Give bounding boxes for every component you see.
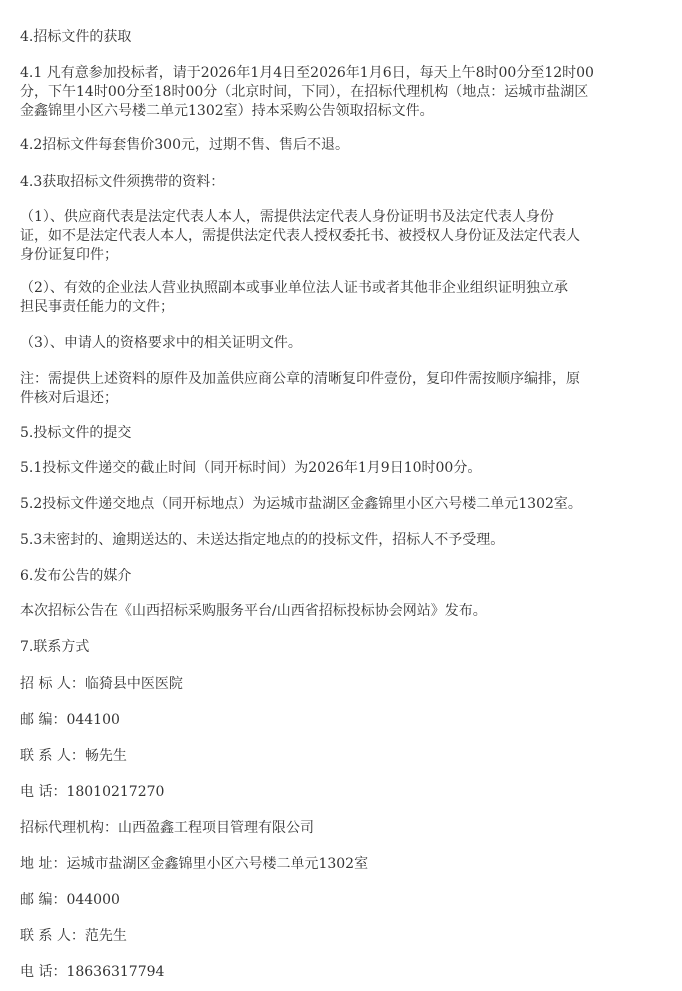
required-item-2-line-2: 担民事责任能力的文件； [20, 299, 174, 315]
contact-person-1: 联 系 人：畅先生 [20, 748, 127, 764]
required-item-1-line-1: （1）、供应商代表是法定代表人本人，需提供法定代表人身份证明书及法定代表人身份 [20, 209, 554, 225]
section-5-heading: 5.投标文件的提交 [20, 425, 132, 441]
clause-4-1-line-2: 分，下午14时00分至18时00分（北京时间，下同），在招标代理机构（地点：运城市盐湖区 [20, 84, 589, 100]
section-6-heading: 6.发布公告的媒介 [20, 568, 132, 584]
contact-postcode-1: 邮 编：044100 [20, 712, 120, 728]
clause-5-2: 5.2投标文件递交地点（同开标地点）为运城市盐湖区金鑫锦里小区六号楼二单元1302室。 [20, 496, 582, 512]
contact-phone-1: 电 话：18010217270 [20, 784, 165, 800]
clause-5-3: 5.3未密封的、逾期送达的、未送达指定地点的的投标文件，招标人不予受理。 [20, 532, 505, 548]
clause-4-1-line-3: 金鑫锦里小区六号楼二单元1302室）持本采购公告领取招标文件。 [20, 103, 434, 119]
required-item-3: （3）、申请人的资格要求中的相关证明文件。 [20, 335, 302, 351]
clause-4-2: 4.2招标文件每套售价300元，过期不售、售后不退。 [20, 137, 349, 153]
note [20, 370, 668, 408]
section-4-heading: 4.招标文件的获取 [20, 29, 132, 45]
clause-5-1: 5.1投标文件递交的截止时间（同开标时间）为2026年1月9日10时00分。 [20, 460, 482, 476]
section-7-heading: 7.联系方式 [20, 639, 90, 655]
required-item-1-line-2: 证，如不是法定代表人本人，需提供法定代表人授权委托书、被授权人身份证及法定代表人 [20, 228, 580, 244]
contact-tenderer: 招 标 人：临猗县中医医院 [20, 676, 183, 692]
media-statement: 本次招标公告在《山西招标采购服务平台/山西省招标投标协会网站》发布。 [20, 603, 487, 619]
required-item-1 [20, 208, 668, 265]
contact-phone-2: 电 话：18636317794 [20, 964, 165, 980]
note-line-1: 注：需提供上述资料的原件及加盖供应商公章的清晰复印件壹份，复印件需按顺序编排，原 [20, 371, 580, 387]
contact-address: 地 址：运城市盐湖区金鑫锦里小区六号楼二单元1302室 [20, 856, 369, 872]
contact-person-2: 联 系 人：范先生 [20, 928, 127, 944]
required-item-2-line-1: （2）、有效的企业法人营业执照副本或事业单位法人证书或者其他非企业组织证明独立承 [20, 280, 568, 296]
clause-4-1 [20, 64, 668, 121]
clause-4-3: 4.3获取招标文件须携带的资料： [20, 174, 225, 190]
contact-postcode-2: 邮 编：044000 [20, 892, 120, 908]
required-item-2 [20, 279, 668, 317]
note-line-2: 件核对后退还； [20, 390, 118, 406]
required-item-1-line-3: 身份证复印件； [20, 247, 118, 263]
contact-agency: 招标代理机构：山西盈鑫工程项目管理有限公司 [20, 820, 314, 836]
clause-4-1-line-1: 4.1 凡有意参加投标者，请于2026年1月4日至2026年1月6日，每天上午8时00分至12时00 [20, 65, 594, 81]
